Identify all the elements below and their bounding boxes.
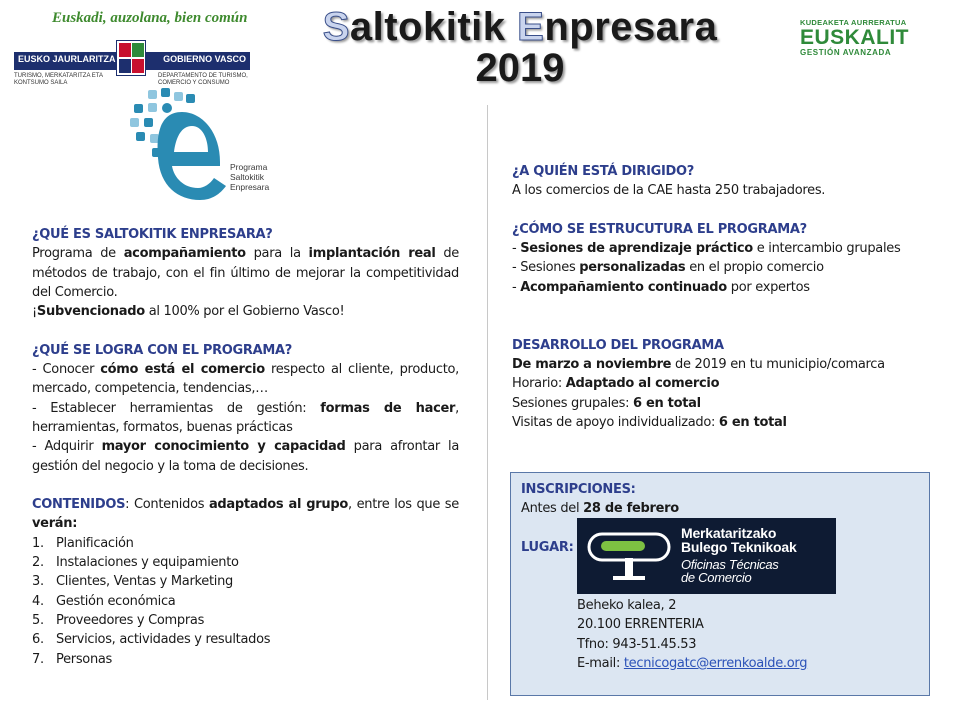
text-bold: acompañamiento xyxy=(123,246,246,262)
subsidy-note xyxy=(32,302,459,321)
text-bold: adaptados al grupo xyxy=(208,497,349,513)
list-item xyxy=(32,553,459,572)
gv-name-eu: EUSKO JAURLARITZA xyxy=(18,54,116,64)
program-logo-line: Programa xyxy=(230,162,268,172)
text-bold: Acompañamiento continuado xyxy=(520,279,727,295)
list-number: 5. xyxy=(32,612,44,628)
text-run: - Adquirir xyxy=(32,439,102,455)
list-number: 7. xyxy=(32,651,44,667)
gv-department-es: DEPARTAMENTO DE TURISMO, COMERCIO Y CONSUMO xyxy=(158,73,248,86)
text-bold: De marzo a noviembre xyxy=(512,356,672,372)
address-street: Beheko kalea, 2 xyxy=(577,598,677,613)
title-word-2: npresara xyxy=(544,5,718,49)
euskalit-tagline-eu: KUDEAKETA AURRERATUA xyxy=(800,18,907,27)
text-run: en el propio comercio xyxy=(685,260,824,276)
program-title xyxy=(300,6,740,48)
list-item xyxy=(32,611,459,630)
list-number: 4. xyxy=(32,593,44,609)
office-email xyxy=(577,654,807,673)
text-bold: personalizadas xyxy=(579,260,686,276)
list-item xyxy=(32,630,459,649)
text-bold: 6 en total xyxy=(718,414,787,430)
text-run: e intercambio grupales xyxy=(752,241,901,257)
office-logo xyxy=(577,518,836,594)
section-heading-development: DESARROLLO DEL PROGRAMA xyxy=(512,337,724,353)
text-bold: formas de hacer xyxy=(320,400,456,416)
column-divider xyxy=(487,105,488,700)
text-run: por expertos xyxy=(726,279,810,295)
section-heading-what-is: ¿QUÉ ES SALTOKITIK ENPRESARA? xyxy=(32,227,273,242)
e-letter-icon xyxy=(120,88,230,213)
achievement-item xyxy=(32,399,459,438)
office-name-eu-1: Merkataritzako xyxy=(681,525,777,541)
list-item xyxy=(32,592,459,611)
text-bold: Subvencionado xyxy=(36,304,145,320)
audience-text: A los comercios de la CAE hasta 250 trabajadores. xyxy=(512,183,826,199)
text-run: ¡ xyxy=(32,304,37,320)
list-number: 3. xyxy=(32,574,44,590)
text-run: para afrontar la gestión del negocio y la toma de decisiones. xyxy=(32,439,460,474)
gv-name-es: GOBIERNO VASCO xyxy=(163,54,246,64)
list-number: 1. xyxy=(32,535,44,551)
text-run: respecto al cliente, producto, mercado, competencia, tendencias,… xyxy=(32,362,459,397)
text-bold: verán: xyxy=(32,516,78,532)
address-city: 20.100 ERRENTERIA xyxy=(577,617,704,633)
text-bold: mayor conocimiento y capacidad xyxy=(101,439,346,455)
registration-deadline xyxy=(521,499,921,518)
registration-heading: INSCRIPCIONES: xyxy=(521,482,636,497)
contents-list xyxy=(32,534,459,669)
achievement-item xyxy=(32,437,459,476)
list-text: Clientes, Ventas y Marketing xyxy=(56,574,233,590)
text-run: Programa de xyxy=(32,246,124,262)
list-text: Gestión económica xyxy=(56,593,176,609)
text-run: Antes del xyxy=(521,501,584,517)
program-logo-label xyxy=(230,162,269,192)
program-year: 2019 xyxy=(475,46,565,90)
email-label: E-mail: xyxy=(577,655,624,671)
achievement-item xyxy=(32,360,459,399)
list-number: 2. xyxy=(32,555,44,571)
what-is-paragraph xyxy=(32,244,459,302)
title-initial-s: S xyxy=(322,5,350,49)
euskalit-logo xyxy=(800,18,930,57)
text-run: de métodos de trabajo, con el fin último de mejorar la competitividad del Comercio. xyxy=(32,246,460,300)
text-bold: implantación real xyxy=(308,246,436,262)
list-text: Planificación xyxy=(56,535,134,551)
program-logo-line: Enpresara xyxy=(230,182,270,192)
text-run: Visitas de apoyo individualizado: xyxy=(512,414,719,430)
office-name-es-1: Oficinas Técnicas xyxy=(681,557,779,572)
page-title xyxy=(300,6,740,88)
text-run: de 2019 en tu municipio/comarca xyxy=(671,356,885,372)
text-bold: 6 en total xyxy=(632,395,701,411)
registration-box xyxy=(510,472,930,696)
structure-item xyxy=(512,239,932,258)
gobierno-vasco-logo xyxy=(12,10,252,100)
gv-slogan: Euskadi, auzolana, bien común xyxy=(52,10,248,26)
list-number: 6. xyxy=(32,632,44,648)
euskalit-tagline-es: GESTIÓN AVANZADA xyxy=(800,48,892,57)
coat-of-arms-icon xyxy=(116,40,146,76)
section-heading-achievements: ¿QUÉ SE LOGRA CON EL PROGRAMA? xyxy=(32,342,293,358)
list-item xyxy=(32,650,459,669)
left-column xyxy=(32,225,459,669)
list-text: Personas xyxy=(56,651,113,667)
list-item xyxy=(32,572,459,591)
development-schedule xyxy=(512,374,932,393)
email-link[interactable]: tecnicogatc@errenkoalde.org xyxy=(623,655,808,671)
office-address xyxy=(577,596,807,673)
euskalit-name: EUSKALIT xyxy=(800,26,909,49)
program-logo xyxy=(120,88,290,218)
list-text: Servicios, actividades y resultados xyxy=(56,632,271,648)
title-initial-e: E xyxy=(517,5,545,49)
text-run: , herramientas, formatos, buenas prácticas xyxy=(32,400,459,435)
gv-department-eu: TURISMO, MERKATARITZA ETA KONTSUMO SAILA xyxy=(14,73,103,86)
structure-item xyxy=(512,258,932,277)
structure-item xyxy=(512,278,932,297)
list-item xyxy=(32,534,459,553)
text-run: - xyxy=(512,279,521,295)
text-bold: Sesiones de aprendizaje práctico xyxy=(520,241,753,257)
text-run: - xyxy=(512,241,521,257)
section-heading-structure: ¿CÓMO SE ESTRUCUTURA EL PROGRAMA? xyxy=(512,221,807,237)
office-phone: Tfno: 943-51.45.53 xyxy=(577,636,697,652)
office-name-eu-2: Bulego Teknikoak xyxy=(681,539,797,555)
place-label: LUGAR: xyxy=(521,539,574,555)
contents-intro xyxy=(32,495,459,534)
list-text: Instalaciones y equipamiento xyxy=(56,555,239,571)
text-run: para la xyxy=(245,246,309,262)
office-name-es-2: de Comercio xyxy=(681,570,752,585)
development-visits xyxy=(512,413,932,432)
text-run: , entre los que se xyxy=(348,497,459,513)
text-bold: 28 de febrero xyxy=(583,501,679,517)
text-bold: cómo está el comercio xyxy=(100,362,265,378)
development-group-sessions xyxy=(512,394,932,413)
text-run: Horario: xyxy=(512,376,566,392)
program-logo-line: Saltokitik xyxy=(230,172,265,182)
right-column xyxy=(512,162,932,432)
text-run: - Sesiones xyxy=(512,260,580,276)
text-run: Sesiones grupales: xyxy=(512,395,633,411)
text-run: : Contenidos xyxy=(125,497,209,513)
development-dates xyxy=(512,355,932,374)
text-run: - Conocer xyxy=(32,362,101,378)
title-word-1: altokitik xyxy=(349,5,518,49)
text-bold: Adaptado al comercio xyxy=(565,376,720,392)
text-run: - Establecer herramientas de gestión: xyxy=(32,400,321,416)
text-run: al 100% por el Gobierno Vasco! xyxy=(144,304,345,320)
section-heading-contents: CONTENIDOS xyxy=(32,497,126,513)
section-heading-audience: ¿A QUIÉN ESTÁ DIRIGIDO? xyxy=(512,164,695,179)
list-text: Proveedores y Compras xyxy=(56,612,205,628)
